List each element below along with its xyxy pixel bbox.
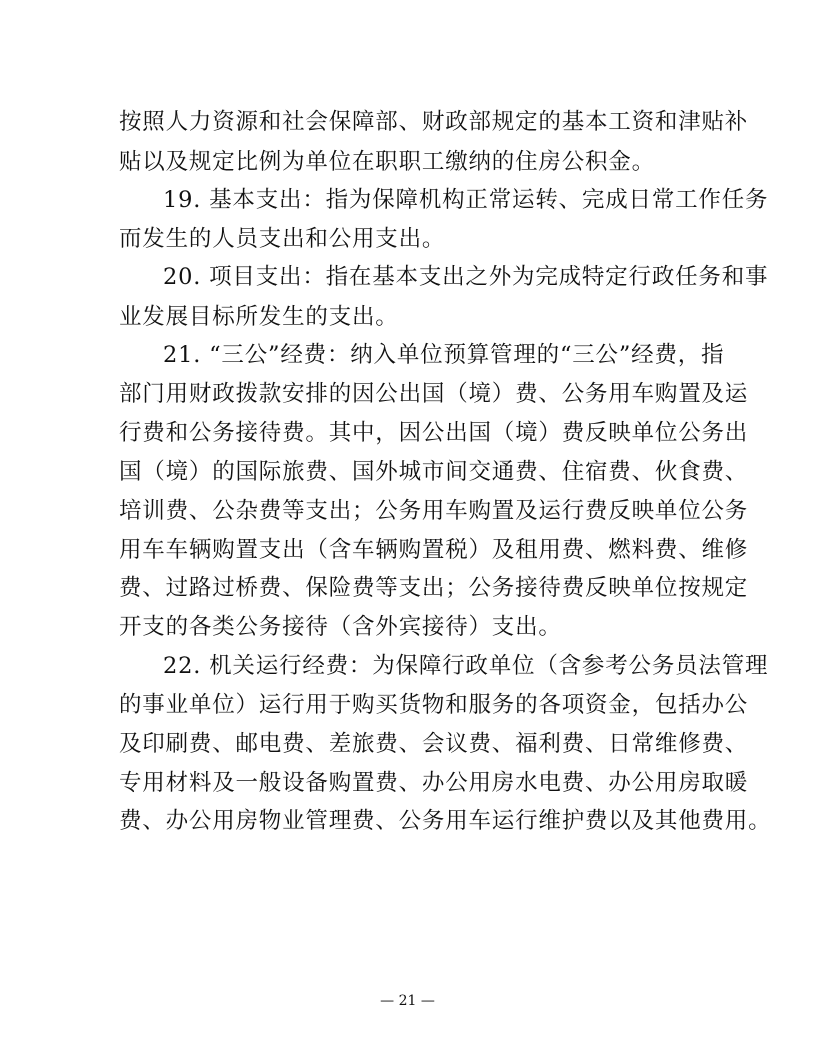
text-line: 21. “三公”经费：纳入单位预算管理的“三公”经费，指 [163,342,725,368]
text-line: 贴以及规定比例为单位在职职工缴纳的住房公积金。 [119,149,655,175]
text-line: 培训费、公杂费等支出；公务用车购置及运行费反映单位公务 [119,498,749,524]
text-line: 费、过路过桥费、保险费等支出；公务接待费反映单位按规定 [119,575,749,601]
text-line: 用车车辆购置支出（含车辆购置税）及租用费、燃料费、维修 [119,537,749,563]
text-line: 专用材料及一般设备购置费、办公用房水电费、办公用房取暖 [119,770,749,796]
text-line: 业发展目标所发生的支出。 [119,304,399,330]
text-line: 开支的各类公务接待（含外宾接待）支出。 [119,614,562,640]
text-line: 22. 机关运行经费：为保障行政单位（含参考公务员法管理 [163,653,769,679]
text-line: 而发生的人员支出和公用支出。 [119,226,446,252]
text-line: 的事业单位）运行用于购买货物和服务的各项资金，包括办公 [119,692,749,718]
text-line: 按照人力资源和社会保障部、财政部规定的基本工资和津贴补 [119,109,749,135]
text-line: 20. 项目支出：指在基本支出之外为完成特定行政任务和事 [163,264,769,290]
page-number: — 21 — [380,993,435,1009]
text-line: 费、办公用房物业管理费、公务用车运行维护费以及其他费用。 [119,808,772,834]
text-line: 19. 基本支出：指为保障机构正常运转、完成日常工作任务 [163,187,769,213]
text-line: 国（境）的国际旅费、国外城市间交通费、住宿费、伙食费、 [119,459,749,485]
text-line: 部门用财政拨款安排的因公出国（境）费、公务用车购置及运 [119,381,749,407]
text-line: 行费和公务接待费。其中，因公出国（境）费反映单位公务出 [119,420,749,446]
text-line: 及印刷费、邮电费、差旅费、会议费、福利费、日常维修费、 [119,731,749,757]
